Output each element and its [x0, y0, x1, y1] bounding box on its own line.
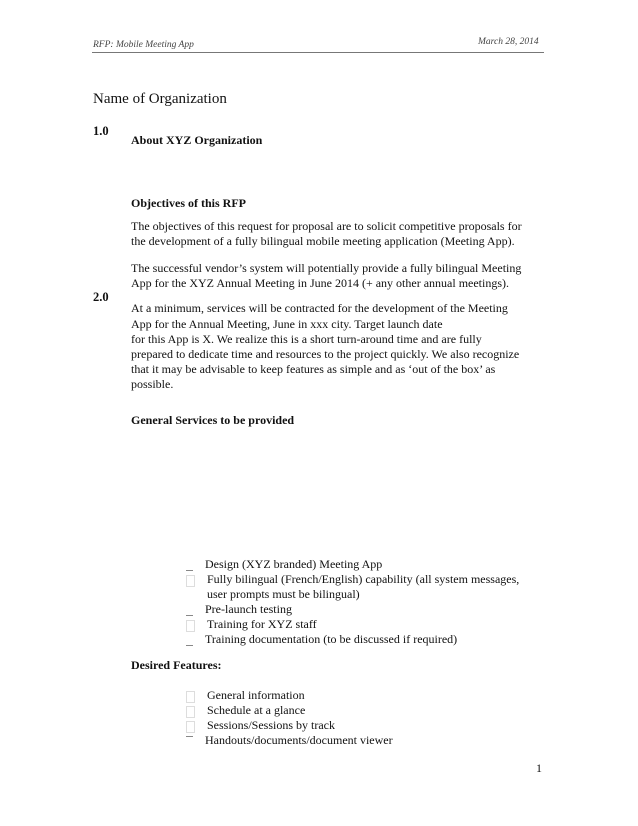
- text-line: Fully bilingual (French/English) capability (all system messages,: [207, 572, 520, 586]
- services-heading: General Services to be provided: [131, 413, 295, 427]
- list-item: [186, 572, 519, 602]
- list-item-label: Training for XYZ staff: [207, 617, 317, 631]
- checkbox-icon: [186, 575, 195, 587]
- list-item: [186, 733, 393, 748]
- text-line: At a minimum, services will be contracted for the development of the Meeting: [131, 301, 508, 315]
- list-item-label: Sessions/Sessions by track: [207, 718, 336, 732]
- list-item: [186, 617, 519, 632]
- objectives-paragraph-2: [131, 261, 543, 291]
- text-line: The objectives of this request for proposal are to solicit competitive proposals for: [131, 219, 522, 233]
- features-heading: Desired Features:: [131, 658, 222, 672]
- list-item: [186, 718, 393, 733]
- text-line: The successful vendor’s system will potentially provide a fully bilingual Meeting: [131, 261, 522, 275]
- text-line: App for the XYZ Annual Meeting in June 2014 (+ any other annual meetings).: [131, 276, 510, 290]
- organization-name: Name of Organization: [93, 91, 227, 107]
- list-item: [186, 602, 519, 617]
- list-item-label: Schedule at a glance: [207, 703, 306, 717]
- features-list: [186, 688, 393, 748]
- list-item-label: Design (XYZ branded) Meeting App: [205, 557, 383, 571]
- header-doc-title: RFP: Mobile Meeting App: [93, 40, 194, 50]
- text-line: the development of a fully bilingual mobile meeting application (Meeting App).: [131, 234, 515, 248]
- text-line: for this App is X. We realize this is a short turn-around time and are fully: [131, 332, 482, 346]
- checkbox-icon: [186, 706, 195, 718]
- section-1-number: 1.0: [93, 124, 109, 138]
- page-number: 1: [536, 761, 542, 775]
- list-item-label: General information: [207, 688, 305, 702]
- checkbox-icon: [186, 620, 195, 632]
- section-1-heading: About XYZ Organization: [131, 133, 263, 147]
- checkbox-icon: [186, 736, 193, 747]
- list-item-label: [207, 572, 519, 602]
- text-line: user prompts must be bilingual): [207, 587, 360, 601]
- objectives-paragraph-3: [131, 301, 543, 392]
- text-line: that it may be advisable to keep features as simple and as ‘out of the box’ as: [131, 362, 496, 376]
- checkbox-icon: [186, 635, 193, 646]
- objectives-paragraph-1: [131, 219, 543, 249]
- list-item: [186, 557, 519, 572]
- header-date: March 28, 2014: [478, 37, 539, 47]
- checkbox-icon: [186, 721, 195, 733]
- checkbox-icon: [186, 691, 195, 703]
- checkbox-icon: [186, 560, 193, 571]
- list-item: [186, 703, 393, 718]
- services-list: [186, 557, 519, 647]
- list-item-label: Handouts/documents/document viewer: [205, 733, 393, 747]
- checkbox-icon: [186, 605, 193, 616]
- list-item: [186, 688, 393, 703]
- list-item-label: Pre-launch testing: [205, 602, 292, 616]
- list-item: [186, 632, 519, 647]
- text-line: App for the Annual Meeting, June in xxx city. Target launch date: [131, 317, 443, 331]
- section-2-heading: Objectives of this RFP: [131, 196, 246, 210]
- section-2-number: 2.0: [93, 290, 109, 304]
- text-line: prepared to dedicate time and resources to the project quickly. We also recognize: [131, 347, 520, 361]
- text-line: possible.: [131, 377, 174, 391]
- header-rule: [92, 52, 544, 53]
- list-item-label: Training documentation (to be discussed if required): [205, 632, 458, 646]
